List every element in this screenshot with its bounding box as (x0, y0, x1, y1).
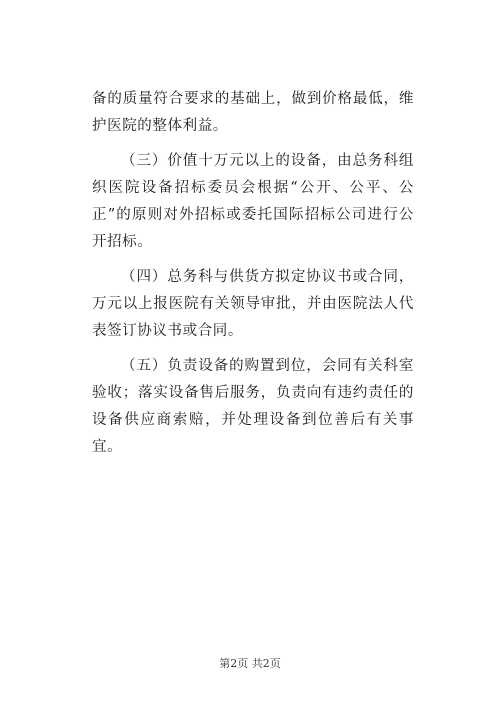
paragraph-item-3: （三）价值十万元以上的设备，由总务科组织医院设备招标委员会根据“公开、公平、公正”的原则对外招标或委托国际招标公司进行公开招标。 (92, 153, 414, 250)
document-body (92, 86, 414, 469)
paragraph-continuation: 备的质量符合要求的基础上，做到价格最低，维护医院的整体利益。 (92, 91, 414, 134)
paragraph-item-5: （五）负责设备的购置到位，会同有关科室验收；落实设备售后服务，负责向有违约责任的设备供应商索赔，并处理设备到位善后有关事宜。 (92, 358, 414, 455)
page-number-footer: 第2页 共2页 (219, 657, 281, 670)
paragraph-item-4: （四）总务科与供货方拟定协议书或合同，万元以上报医院有关领导审批，并由医院法人代表签订协议书或合同。 (92, 269, 414, 339)
